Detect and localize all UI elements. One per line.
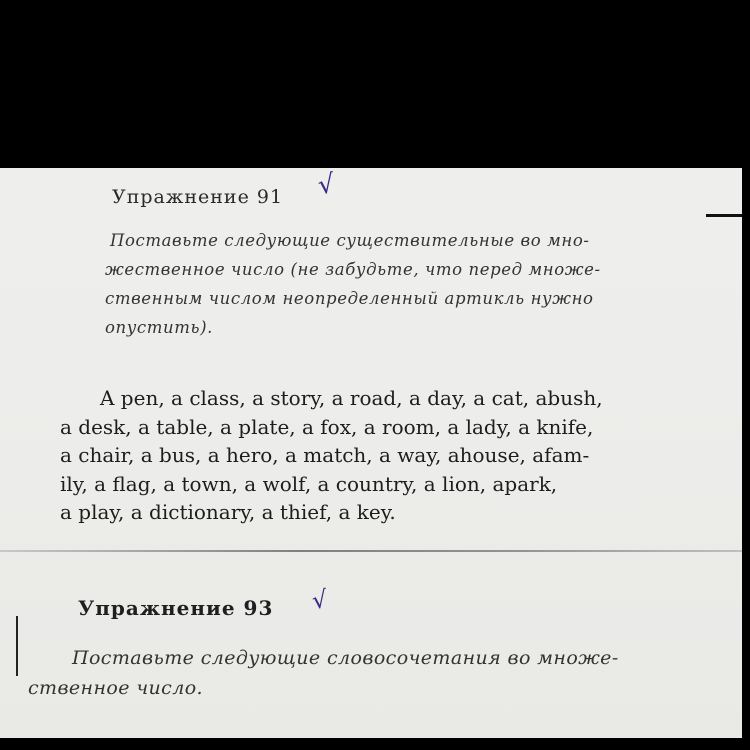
exercise-91-title: Упражнение 91 bbox=[112, 186, 284, 208]
word-list-line: a chair, a bus, a hero, a match, a way, ahouse, afam- bbox=[60, 443, 590, 467]
textbook-page bbox=[0, 168, 742, 738]
instruction-line: опустить). bbox=[105, 318, 213, 337]
section-divider bbox=[0, 550, 742, 552]
word-list-line: a play, a dictionary, a thief, a key. bbox=[60, 500, 396, 524]
word-list-line: A pen, a class, a story, a road, a day, a cat, abush, bbox=[100, 386, 603, 410]
word-list-line: ily, a flag, a town, a wolf, a country, a lion, apark, bbox=[60, 471, 558, 496]
word-list-line: a desk, a table, a plate, a fox, a room, a lady, a knife, bbox=[60, 414, 594, 439]
page-edge-mark bbox=[706, 214, 742, 217]
check-mark-icon: √ bbox=[315, 168, 337, 202]
exercise-93-title: Упражнение 93 bbox=[78, 596, 274, 620]
exercise-93-instruction bbox=[28, 643, 738, 703]
instruction-line: Поставьте следующие словосочетания во множе- bbox=[72, 647, 619, 669]
instruction-line: ственное число. bbox=[28, 677, 203, 699]
margin-pencil-mark bbox=[16, 616, 18, 676]
exercise-91-word-list bbox=[60, 384, 730, 527]
exercise-91-instruction bbox=[105, 226, 730, 342]
check-mark-icon: √ bbox=[310, 585, 330, 615]
instruction-line: ственным числом неопределенный артикль нужно bbox=[105, 289, 594, 308]
instruction-line: жественное число (не забудьте, что перед множе- bbox=[105, 260, 601, 279]
instruction-line: Поставьте следующие существительные во мно- bbox=[110, 231, 590, 250]
